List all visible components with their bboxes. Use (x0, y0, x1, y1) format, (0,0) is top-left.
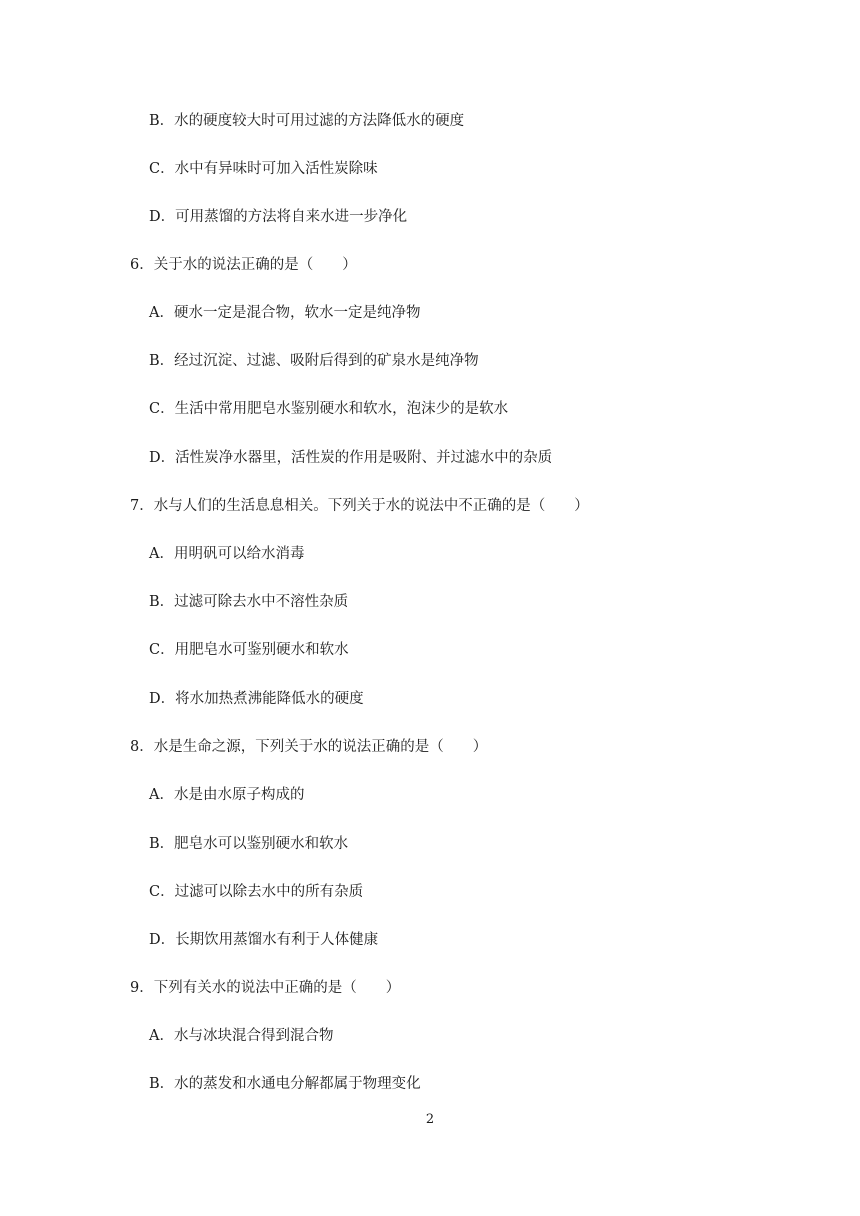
question-6: 6．关于水的说法正确的是（ ） (130, 257, 357, 273)
question-9: 9．下列有关水的说法中正确的是（ ） (130, 980, 401, 996)
question-7: 7．水与人们的生活息息相关。下列关于水的说法中不正确的是（ ） (130, 498, 589, 514)
q8-option-d: D．长期饮用蒸馏水有利于人体健康 (149, 932, 379, 948)
question-8: 8．水是生命之源，下列关于水的说法正确的是（ ） (130, 739, 488, 755)
q9-option-a: A．水与冰块混合得到混合物 (149, 1028, 334, 1044)
q9-option-b: B．水的蒸发和水通电分解都属于物理变化 (149, 1076, 421, 1092)
q5-option-d: D．可用蒸馏的方法将自来水进一步净化 (149, 209, 408, 225)
q8-option-c: C．过滤可以除去水中的所有杂质 (149, 884, 364, 900)
q7-option-c: C．用肥皂水可鉴别硬水和软水 (149, 642, 349, 658)
q6-option-d: D．活性炭净水器里，活性炭的作用是吸附、并过滤水中的杂质 (149, 450, 553, 466)
q5-option-c: C．水中有异味时可加入活性炭除味 (149, 161, 378, 177)
q7-option-d: D．将水加热煮沸能降低水的硬度 (149, 691, 364, 707)
page-number: 2 (425, 1112, 435, 1127)
q7-option-a: A．用明矾可以给水消毒 (149, 546, 305, 562)
q6-option-b: B．经过沉淀、过滤、吸附后得到的矿泉水是纯净物 (149, 353, 479, 369)
q6-option-c: C．生活中常用肥皂水鉴别硬水和软水，泡沫少的是软水 (149, 401, 509, 417)
q6-option-a: A．硬水一定是混合物，软水一定是纯净物 (149, 305, 421, 321)
q5-option-b: B．水的硬度较大时可用过滤的方法降低水的硬度 (149, 113, 465, 129)
q8-option-a: A．水是由水原子构成的 (149, 787, 305, 803)
q8-option-b: B．肥皂水可以鉴别硬水和软水 (149, 836, 349, 852)
q7-option-b: B．过滤可除去水中不溶性杂质 (149, 594, 349, 610)
